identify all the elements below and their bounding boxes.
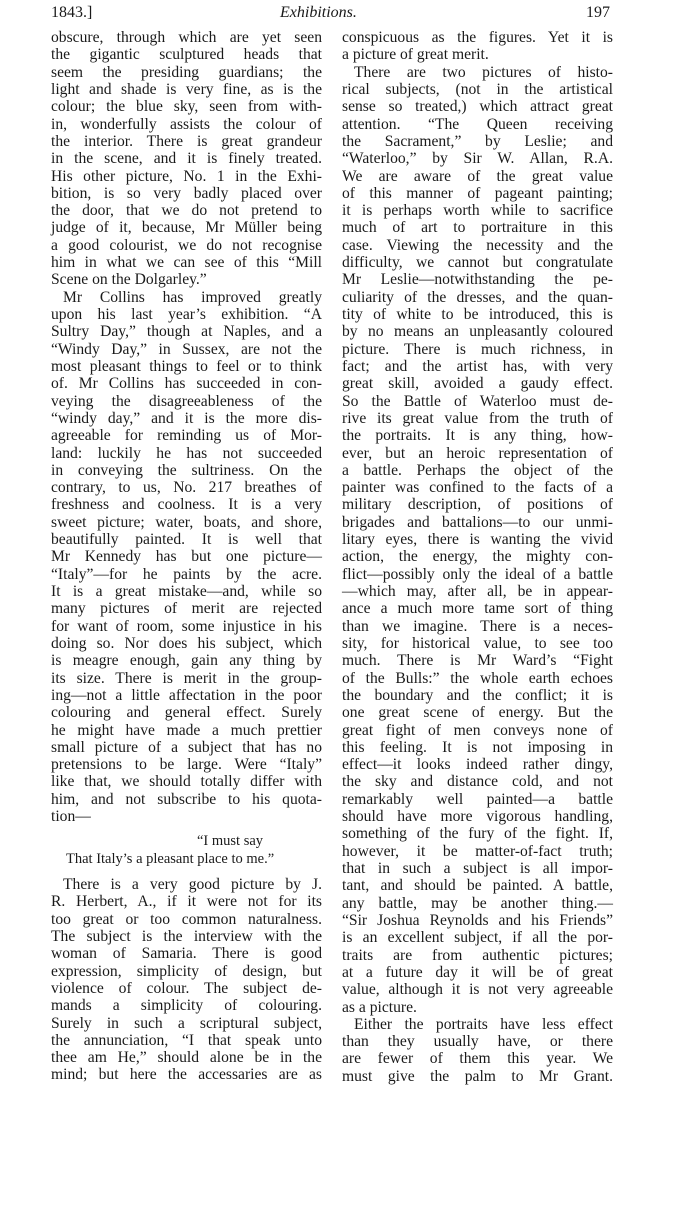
text-line: flict—possibly only the ideal of a battle [342,565,613,583]
text-line: Mr Collins has improved greatly [63,288,322,306]
text-line: something of the fury of the fight. If, [342,825,613,843]
text-line: like that, we should totally differ with [51,773,322,791]
text-line: culiarity of the dresses, and the quan- [342,288,613,306]
text-line: violence of colour. The subject de- [51,979,322,997]
text-line: “Waterloo,” by Sir W. Allan, R.A. [342,150,613,168]
text-line: the sky and distance cold, and not [342,773,613,791]
text-line: this feeling. It is not imposing in [342,738,613,756]
text-line: sense so treated,) which attract great [342,98,613,116]
text-line: as a picture. [342,998,417,1016]
text-line: freshness and coolness. It is a very [51,496,322,514]
spacer [51,825,322,833]
text-line: a battle. Perhaps the object of the [342,461,613,479]
text-line: seem the presiding guardians; the [51,63,322,81]
text-line: are fewer of them this year. We [342,1050,613,1068]
left-column [51,29,322,1084]
text-line: one great scene of energy. But the [342,704,613,722]
text-line: R. Herbert, A., if it were not for its [51,893,322,911]
text-line: effect—it looks indeed rather dingy, [342,756,613,774]
text-line: doing so. Nor does his subject, which [51,634,322,652]
text-line: of the Bulls:” the whole earth echoes [342,669,613,687]
text-line: “windy day,” and it is the more dis- [51,409,322,427]
text-line: rical subjects, (not in the artistical [342,80,613,98]
text-line: the boundary and the conflict; it is [342,686,613,704]
text-line: at a future day it will be of great [342,963,613,981]
text-line: brigades and battalions—to our unmi- [342,513,613,531]
text-line: So the Battle of Waterloo must de- [342,392,613,410]
running-head-title: Exhibitions. [280,4,357,21]
text-line: a picture of great merit. [342,46,489,64]
text-line: rive its great value from the truth of [342,409,613,427]
text-line: too great or too common naturalness. [51,910,322,928]
text-line: the annunciation, “I that speak unto [51,1031,322,1049]
text-line: in conveying the sultriness. On the [51,461,322,479]
text-line: in, wonderfully assists the colour of [51,115,322,133]
text-line: great skill, avoided a gaudy effect. [342,375,613,393]
text-line: colour; the blue sky, seen from with- [51,98,322,116]
text-line: it is perhaps worth while to sacrifice [342,202,613,220]
text-line: in the scene, and it is finely treated. [51,150,322,168]
text-line: There are two pictures of histo- [354,63,613,81]
text-line: of this manner of pageant painting; [342,184,613,202]
text-line: “Italy”—for he paints by the acre. [51,565,322,583]
text-line: —which may, after all, be in appear- [342,583,613,600]
text-line: colouring and general effect. Surely [51,704,322,722]
text-line: he might have made a much prettier [51,721,322,739]
text-line: is an excellent subject, if all the por- [342,929,613,947]
text-line: That Italy’s a pleasant place to me.” [66,850,275,867]
text-line: tity of white to be introduced, this is [342,306,613,323]
text-line: obscure, through which are yet seen [51,29,322,46]
text-line: should have more vigorous handling, [342,808,613,826]
page-number: 197 [586,4,610,21]
text-line: the Sacrament,” by Leslie; and [342,132,613,150]
text-line: the interior. There is great grandeur [51,132,322,150]
text-line: that in such a subject is all impor- [342,860,613,877]
text-line: by no means an unpleasantly coloured [342,323,613,341]
text-line: however, it be matter-of-fact truth; [342,842,613,860]
text-line: for want of room, some injustice in his [51,617,322,635]
running-head-date: 1843.] [51,4,93,21]
text-line: small picture of a subject that has no [51,738,322,756]
text-line: the door, that we do not pretend to [51,202,322,220]
text-line: light and shade is very fine, as is the [51,80,322,98]
text-line: We are aware of the great value [342,167,613,185]
text-line: Scene on the Dolgarley.” [51,271,207,289]
text-line: “I must say [197,833,264,850]
text-line: its size. There is merit in the group- [51,669,322,687]
text-line: sweet picture; water, boats, and shore, [51,513,322,531]
text-line: value, although it is not very agreeable [342,981,613,999]
text-line: him, and not subscribe to his quota- [51,790,322,808]
text-line: mands a simplicity of colouring. [51,997,322,1015]
text-line: Sultry Day,” though at Naples, and a [51,323,322,341]
text-line: traits are from authentic pictures; [342,946,613,964]
text-line: “Windy Day,” in Sussex, are not the [51,340,322,358]
text-line: any battle, may be another thing.— [342,894,613,912]
text-line: ever, but an heroic representation of [342,444,613,462]
text-line: expression, simplicity of design, but [51,962,322,980]
text-line: much of art to portraiture in this [342,219,613,237]
text-line: case. Viewing the necessity and the [342,236,613,254]
text-line: than we imagine. There is a neces- [342,617,613,635]
text-line: painter was confined to the facts of a [342,479,613,497]
text-line: of. Mr Collins has succeeded in con- [51,375,322,393]
text-line: Mr Kennedy has but one picture— [51,548,322,566]
text-line: contrary, to us, No. 217 breathes of [51,479,322,497]
text-line: Mr Leslie—notwithstanding the pe- [342,271,613,289]
spacer [51,868,322,876]
text-line: upon his last year’s exhibition. “A [51,306,322,323]
text-line: picture. There is much richness, in [342,340,613,358]
text-line: Surely in such a scriptural subject, [51,1014,322,1032]
text-line: beautifully painted. It is well that [51,531,322,549]
text-line: difficulty, we cannot but congratulate [342,254,613,272]
text-line: woman of Samaria. There is good [51,945,322,963]
text-line: great fight of men conveys none of [342,721,613,739]
right-column [342,29,613,1085]
text-line: sity, for historical value, to see too [342,634,613,652]
text-line: land: luckily he has not succeeded [51,444,322,462]
text-line: His other picture, No. 1 in the Exhi- [51,167,322,185]
text-line: tion— [51,808,91,826]
text-line: than they usually have, or there [342,1033,613,1051]
text-line: military description, of positions of [342,496,613,514]
text-line: conspicuous as the figures. Yet it is [342,29,613,46]
text-line: judge of it, because, Mr Müller being [51,219,322,237]
text-line: “Sir Joshua Reynolds and his Friends” [342,911,613,929]
text-line: much. There is Mr Ward’s “Fight [342,652,613,670]
text-line: bition, is so very badly placed over [51,184,322,202]
text-line: agreeable for reminding us of Mor- [51,427,322,445]
text-line: the gigantic sculptured heads that [51,46,322,64]
text-line: There is a very good picture by J. [63,876,322,893]
text-line: must give the palm to Mr Grant. [342,1067,613,1085]
text-line: It is a great mistake—and, while so [51,583,322,600]
text-line: the portraits. It is any thing, how- [342,427,613,445]
text-line: mind; but here the accessaries are as [51,1066,322,1084]
text-line: The subject is the interview with the [51,927,322,945]
text-line: thee am He,” should alone be in the [51,1049,322,1067]
text-line: ing—not a little affectation in the poor [51,686,322,704]
text-line: fact; and the artist has, with very [342,357,613,375]
text-line: litary eyes, there is wanting the vivid [342,531,613,549]
text-line: veying the disagreeableness of the [51,392,322,410]
text-line: Either the portraits have less effect [354,1015,613,1033]
text-line: a good colourist, we do not recognise [51,236,322,254]
text-line: remarkably well painted—a battle [342,790,613,808]
text-line: ance a much more tame sort of thing [342,600,613,618]
text-line: him in what we can see of this “Mill [51,254,322,272]
text-line: is meagre enough, gain any thing by [51,652,322,670]
text-line: many pictures of merit are rejected [51,600,322,618]
text-line: most pleasant things to feel or to think [51,357,322,375]
text-line: tant, and should be painted. A battle, [342,877,613,895]
text-line: action, the energy, the mighty con- [342,548,613,566]
text-line: attention. “The Queen receiving [342,115,613,133]
text-line: pretensions to be large. Were “Italy” [51,756,322,774]
